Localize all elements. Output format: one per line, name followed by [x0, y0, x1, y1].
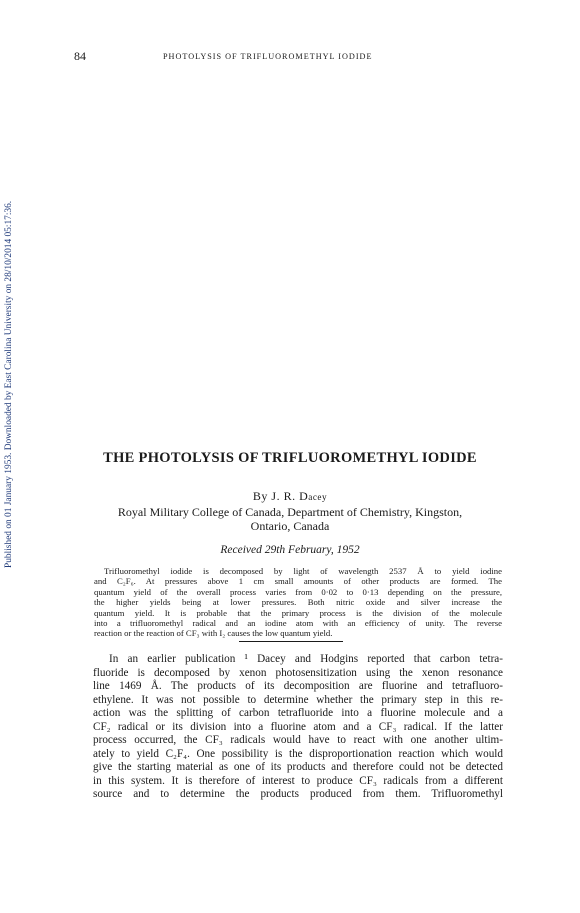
affiliation-line-1: Royal Military College of Canada, Department of Chemistry, Kingston,: [117, 505, 463, 519]
abstract-line: the higher yields being at lower pressures. Both nitric oxide and silver increase the: [94, 597, 502, 608]
abstract-line: Trifluoromethyl iodide is decomposed by light of wavelength 2537 Å to yield iodine: [104, 566, 502, 576]
body-line: line 1469 Å. The products of its decomposition are fluorine and tetrafluoro-: [93, 680, 503, 692]
page-number: 84: [74, 49, 86, 63]
body-line: CF₂ radical or its division into a fluorine atom and a CF₃ radical. If the latter: [93, 720, 503, 733]
received-date: [0, 544, 580, 556]
body-line: ethylene. It was not possible to determine whether the primary step in this re-: [93, 693, 503, 706]
body-line: ately to yield C₂F₄. One possibility is the disproportionation reaction which would: [93, 747, 503, 760]
received-text: Received 29th February, 1952: [220, 544, 360, 556]
abstract-line: reaction or the reaction of CF₃ with I₂ causes the low quantum yield.: [94, 628, 333, 639]
body-line: In an earlier publication ¹ Dacey and Hodgins reported that carbon tetra-: [109, 653, 503, 665]
download-watermark[interactable]: Published on 01 January 1953. Downloaded by East Carolina University on 28/10/2014 05:17:36.: [4, 200, 14, 568]
author-name-prefix: By J. R. D: [252, 489, 309, 503]
abstract-line: quantum yield of the overall process varies from 0·02 to 0·13 depending on the pressure,: [94, 586, 502, 597]
body-line: source and to determine the products produced from them. Trifluoromethyl: [93, 788, 503, 800]
article-title: THE PHOTOLYSIS OF TRIFLUOROMETHYL IODIDE: [103, 450, 477, 466]
body-text: [93, 653, 503, 802]
body-line: give the starting material as one of its products and therefore could not be detected: [93, 761, 503, 773]
body-line: process occurred, the CF₃ radicals would have to react with one another ultim-: [93, 734, 503, 746]
affiliation: [0, 505, 580, 533]
author-line: [0, 489, 580, 504]
body-line: in this system. It is therefore of interest to produce CF₃ radicals from a different: [93, 774, 503, 787]
body-line: fluoride is decomposed by xenon photosensitization using the xenon resonance: [93, 666, 503, 679]
author-name-suffix: acey: [308, 492, 328, 502]
running-head: PHOTOLYSIS OF TRIFLUOROMETHYL IODIDE: [163, 52, 373, 61]
abstract-line: and C₂F₆. At pressures above 1 cm small amounts of other products are formed. The: [94, 576, 502, 587]
abstract-line: into a trifluoromethyl radical and an iodine atom with an efficiency of unity. The reverse: [94, 618, 502, 629]
abstract-line: quantum yield. It is probable that the primary process is the division of the molecule: [94, 607, 502, 618]
affiliation-line-2: Ontario, Canada: [250, 519, 330, 533]
abstract: [94, 566, 502, 639]
body-line: action was the splitting of carbon tetrafluoride into a fluorine molecule and a: [93, 707, 503, 719]
section-divider: [239, 641, 343, 642]
